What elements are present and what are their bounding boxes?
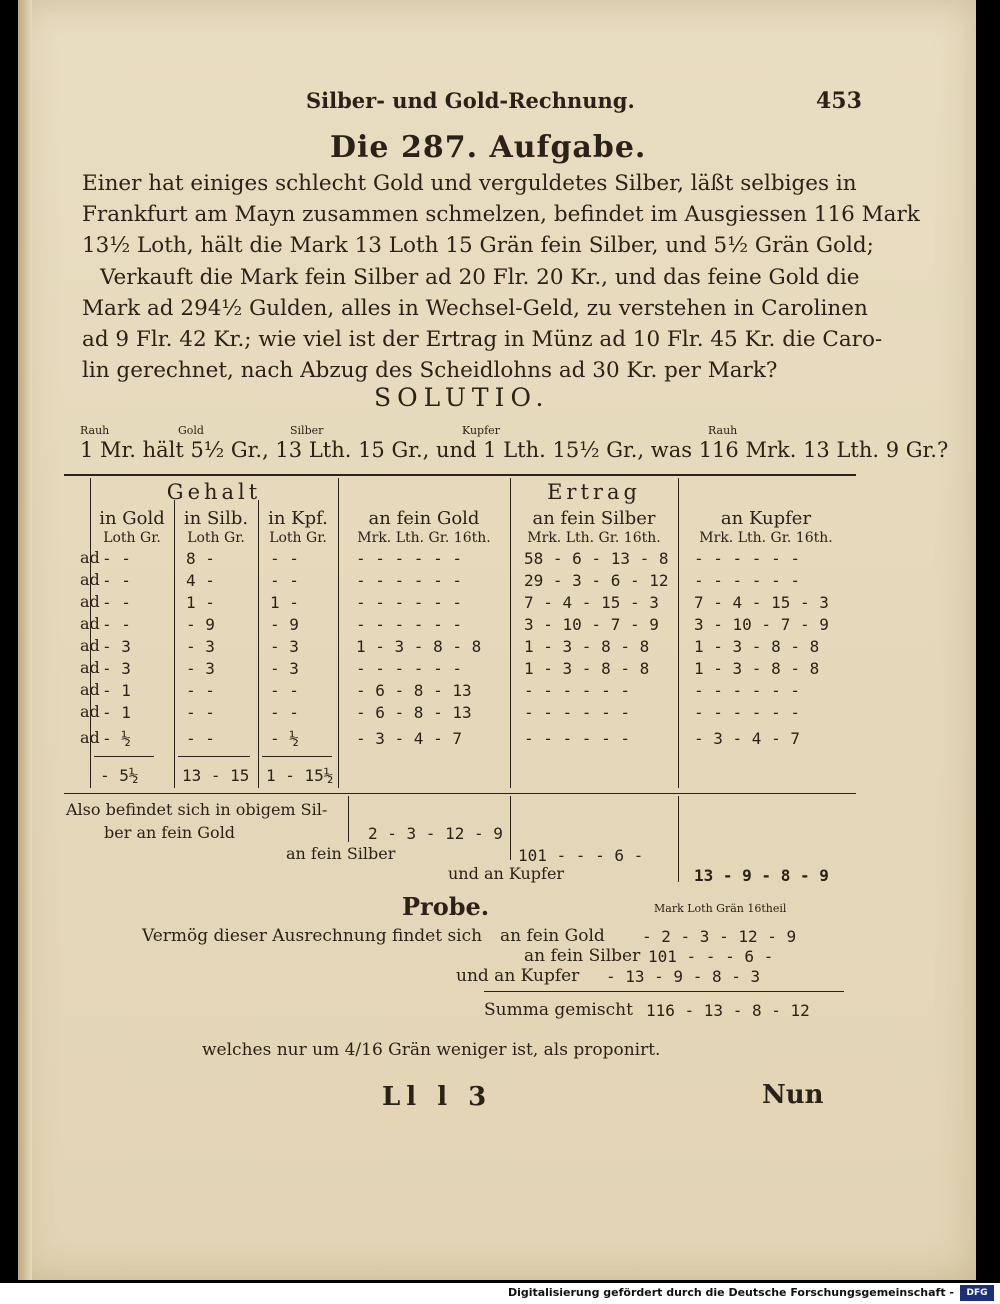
table-cell: - 1 xyxy=(102,681,131,700)
probe-value-gold: - 2 - 3 - 12 - 9 xyxy=(642,927,797,946)
col-sub: Loth Gr. xyxy=(103,530,161,546)
row-label: ad xyxy=(80,592,100,611)
table-cell: - - xyxy=(270,703,299,722)
label-rauh: Rauh xyxy=(80,424,110,437)
col-sub: Mrk. Lth. Gr. 16th. xyxy=(699,530,833,546)
table-cell: - - - - - - xyxy=(694,571,800,590)
probe-label-kupfer: und an Kupfer xyxy=(456,966,580,986)
summary-silver-label: an fein Silber xyxy=(286,844,396,863)
table-cell: - 6 - 8 - 13 xyxy=(356,703,472,722)
total-gold: - 5½ xyxy=(100,766,139,785)
table-bottom-rule xyxy=(64,793,856,794)
table-cell: - - - - - - xyxy=(524,703,630,722)
page-number: 453 xyxy=(816,88,862,114)
summary-copper-label: und an Kupfer xyxy=(448,864,565,883)
table-cell: - 9 xyxy=(270,615,299,634)
total-silber: 13 - 15 xyxy=(182,766,250,785)
col-sub: Loth Gr. xyxy=(269,530,327,546)
row-label: ad xyxy=(80,680,100,699)
question-line: 1 Mr. hält 5½ Gr., 13 Lth. 15 Gr., und 1 Lth. 15½ Gr., was 116 Mrk. 13 Lth. 9 Gr.? xyxy=(80,438,949,462)
probe-title: Probe. xyxy=(402,892,490,921)
probe-sum-value: 116 - 13 - 8 - 12 xyxy=(646,1001,810,1020)
label-kupfer: Kupfer xyxy=(462,424,500,437)
dfg-logo: DFG xyxy=(960,1285,994,1301)
summary-divider xyxy=(678,796,679,882)
footer-credit: Digitalisierung gefördert durch die Deutsche Forschungsgemeinschaft - xyxy=(507,1286,954,1299)
summary-gold-value: 2 - 3 - 12 - 9 xyxy=(368,824,503,843)
ertrag-heading: Ertrag xyxy=(547,480,641,504)
summary-line-1: Also befindet sich in obigem Sil- xyxy=(66,800,328,819)
sum-rule xyxy=(178,756,250,757)
table-cell: 7 - 4 - 15 - 3 xyxy=(694,593,829,612)
table-cell: - 3 xyxy=(270,637,299,656)
problem-line: Einer hat einiges schlecht Gold und verguldetes Silber, läßt selbiges in xyxy=(82,171,857,196)
table-cell: - - xyxy=(102,549,131,568)
col-head-kupfer: in Kpf. xyxy=(268,508,328,529)
table-cell: - - xyxy=(102,571,131,590)
label-rauh-2: Rauh xyxy=(708,424,738,437)
row-label: ad xyxy=(80,570,100,589)
row-label: ad xyxy=(80,728,100,747)
problem-line: 13½ Loth, hält die Mark 13 Loth 15 Grän fein Silber, und 5½ Grän Gold; xyxy=(82,233,874,258)
scanned-page xyxy=(18,0,976,1280)
table-cell: 8 - xyxy=(186,549,215,568)
footer-bar xyxy=(0,1283,1000,1304)
row-label: ad xyxy=(80,658,100,677)
table-cell: - - xyxy=(270,549,299,568)
total-kupfer: 1 - 15½ xyxy=(266,766,334,785)
table-cell: - - - - - - xyxy=(694,549,800,568)
row-label: ad xyxy=(80,636,100,655)
table-cell: - - - - - - xyxy=(524,681,630,700)
table-cell: 58 - 6 - 13 - 8 xyxy=(524,549,669,568)
solutio-heading: SOLUTIO. xyxy=(374,383,550,412)
table-cell: - 3 - 4 - 7 xyxy=(694,729,800,748)
table-cell: - - - - - - xyxy=(524,729,630,748)
col-head-gold: in Gold xyxy=(99,508,165,529)
table-cell: - 3 xyxy=(102,659,131,678)
table-cell: - - - - - - xyxy=(356,659,462,678)
table-cell: - 3 xyxy=(102,637,131,656)
sum-rule xyxy=(262,756,332,757)
label-gold: Gold xyxy=(178,424,204,437)
table-cell: - - - - - - xyxy=(356,593,462,612)
table-cell: - - xyxy=(102,615,131,634)
table-cell: 3 - 10 - 7 - 9 xyxy=(524,615,659,634)
table-cell: 1 - 3 - 8 - 8 xyxy=(694,659,820,678)
table-cell: - - - - - - xyxy=(694,681,800,700)
table-cell: - 1 xyxy=(102,703,131,722)
table-cell: - ½ xyxy=(270,729,299,748)
sum-rule xyxy=(94,756,154,757)
table-cell: 3 - 10 - 7 - 9 xyxy=(694,615,829,634)
summary-divider xyxy=(348,796,349,842)
problem-title: Die 287. Aufgabe. xyxy=(330,130,647,165)
probe-intro: Vermög dieser Ausrechnung findet sich xyxy=(142,926,483,946)
probe-value-silber: 101 - - - 6 - xyxy=(648,947,774,966)
probe-sum-label: Summa gemischt xyxy=(484,1000,633,1020)
table-cell: - 3 xyxy=(186,637,215,656)
table-cell: - - xyxy=(102,593,131,612)
probe-column-labels: Mark Loth Grän 16theil xyxy=(654,902,787,915)
table-cell: 1 - 3 - 8 - 8 xyxy=(356,637,482,656)
summary-line-2: ber an fein Gold xyxy=(104,823,236,842)
row-label: ad xyxy=(80,702,100,721)
row-label: ad xyxy=(80,548,100,567)
table-cell: - 3 xyxy=(186,659,215,678)
summary-divider xyxy=(510,796,511,860)
table-top-rule xyxy=(64,474,856,476)
table-cell: - 3 - 4 - 7 xyxy=(356,729,462,748)
signature-mark: Ll l 3 xyxy=(382,1082,493,1112)
table-cell: 1 - xyxy=(186,593,215,612)
col-sub: Mrk. Lth. Gr. 16th. xyxy=(527,530,661,546)
table-cell: - - xyxy=(270,681,299,700)
running-title: Silber- und Gold-Rechnung. xyxy=(306,88,635,113)
gehalt-heading: Gehalt xyxy=(166,480,262,504)
table-cell: - 9 xyxy=(186,615,215,634)
table-cell: - 6 - 8 - 13 xyxy=(356,681,472,700)
table-cell: 1 - 3 - 8 - 8 xyxy=(524,659,650,678)
col-head-silber: in Silb. xyxy=(183,508,249,529)
table-cell: 29 - 3 - 6 - 12 xyxy=(524,571,669,590)
closing-line: welches nur um 4/16 Grän weniger ist, als proponirt. xyxy=(202,1040,661,1060)
table-cell: 1 - 3 - 8 - 8 xyxy=(694,637,820,656)
table-cell: - - - - - - xyxy=(356,571,462,590)
table-cell: - - - - - - xyxy=(694,703,800,722)
table-cell: - 3 xyxy=(270,659,299,678)
col-head-kupfer-ertrag: an Kupfer xyxy=(720,508,812,529)
problem-line: Frankfurt am Mayn zusammen schmelzen, befindet im Ausgiessen 116 Mark xyxy=(82,202,920,227)
catchword: Nun xyxy=(762,1080,824,1110)
table-cell: 1 - xyxy=(270,593,299,612)
row-label: ad xyxy=(80,614,100,633)
table-cell: - - xyxy=(186,681,215,700)
table-cell: - - - - - - xyxy=(356,549,462,568)
label-silber: Silber xyxy=(290,424,324,437)
probe-label-silber: an fein Silber xyxy=(524,946,641,966)
summary-silver-value: 101 - - - 6 - xyxy=(518,846,644,865)
col-sub: Loth Gr. xyxy=(187,530,245,546)
col-sub: Mrk. Lth. Gr. 16th. xyxy=(357,530,491,546)
problem-line: Mark ad 294½ Gulden, alles in Wechsel-Geld, zu verstehen in Carolinen xyxy=(82,296,868,321)
table-cell: - ½ xyxy=(102,729,131,748)
table-cell: 7 - 4 - 15 - 3 xyxy=(524,593,659,612)
table-cell: 4 - xyxy=(186,571,215,590)
probe-sum-rule xyxy=(484,991,844,992)
probe-label-gold: an fein Gold xyxy=(500,926,605,946)
table-cell: - - xyxy=(186,729,215,748)
table-cell: - - xyxy=(270,571,299,590)
table-cell: 1 - 3 - 8 - 8 xyxy=(524,637,650,656)
table-cell: - - xyxy=(186,703,215,722)
problem-line: Verkauft die Mark fein Silber ad 20 Flr. 20 Kr., und das feine Gold die xyxy=(100,265,860,290)
problem-line: lin gerechnet, nach Abzug des Scheidlohns ad 30 Kr. per Mark? xyxy=(82,358,778,383)
table-cell: - - - - - - xyxy=(356,615,462,634)
summary-copper-value: 13 - 9 - 8 - 9 xyxy=(694,866,829,885)
col-head-fein-gold: an fein Gold xyxy=(368,508,480,529)
probe-value-kupfer: - 13 - 9 - 8 - 3 xyxy=(606,967,761,986)
problem-line: ad 9 Flr. 42 Kr.; wie viel ist der Ertrag in Münz ad 10 Flr. 45 Kr. die Caro- xyxy=(82,327,883,352)
col-head-fein-silber: an fein Silber xyxy=(532,508,656,529)
